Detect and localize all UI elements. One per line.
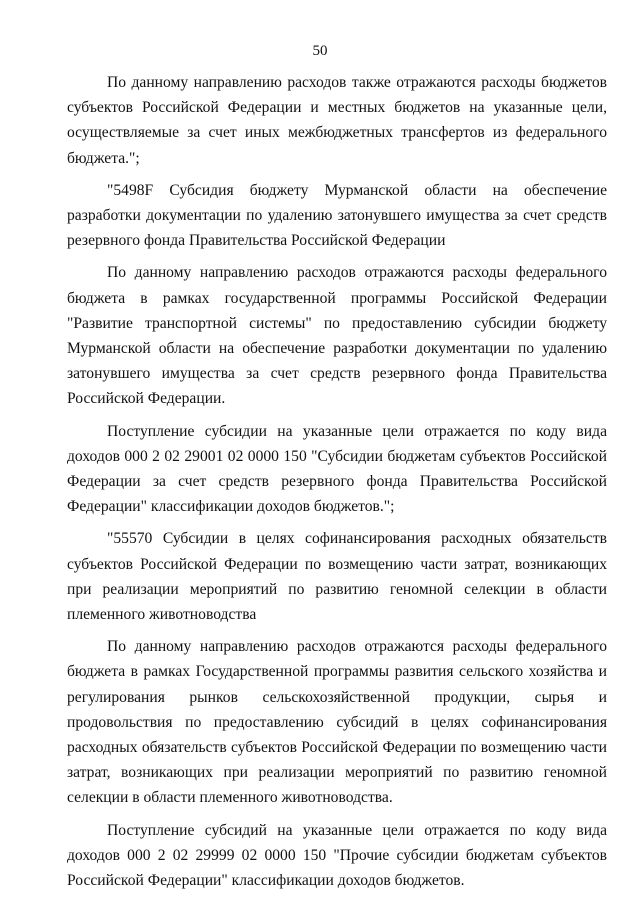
- paragraph-code-55570-description: По данному направлению расходов отражаются расходы федерального бюджета в рамках Государственной программы развития сельского хозяйства и регулирования рынков сельскохозяйственной продукции, сырья и продовольствия по предоставлению субсидий в целях софинансирования расходных обязательств субъектов Российской Федерации по возмещению части затрат, возникающих при реализации мероприятий по развитию геномной селекции в области племенного животноводства.: [67, 638, 607, 807]
- paragraph-code-5498F-title: "5498F Субсидия бюджету Мурманской области на обеспечение разработки документации по удалению затонувшего имущества за счет средств резервного фонда Правительства Российской Федерации: [67, 181, 607, 250]
- paragraph-other-transfers-note: По данному направлению расходов также отражаются расходы бюджетов субъектов Российской Федерации и местных бюджетов на указанные цели, осуществляемые за счет иных межбюджетных трансфертов из федерального бюджета.";: [67, 74, 607, 167]
- document-body: [67, 70, 607, 893]
- paragraph-code-5498F-description: По данному направлению расходов отражаются расходы федерального бюджета в рамках государственной программы Российской Федерации "Развитие транспортной системы" по предоставлению субсидии бюджету Мурманской области на обеспечение разработки документации по удалению затонувшего имущества за счет средств резервного фонда Правительства Российской Федерации.: [67, 264, 607, 408]
- paragraph-code-55570-revenue: Поступление субсидий на указанные цели отражается по коду вида доходов 000 2 02 29999 02 0000 150 "Прочие субсидии бюджетам субъектов Российской Федерации" классификации доходов бюджетов.: [67, 821, 607, 890]
- paragraph-code-55570-title: "55570 Субсидии в целях софинансирования расходных обязательств субъектов Российской Федерации по возмещению части затрат, возникающих при реализации мероприятий по развитию геномной селекции в области племенного животноводства: [67, 530, 607, 624]
- page-number: 50: [312, 43, 328, 59]
- paragraph-code-5498F-revenue: Поступление субсидии на указанные цели отражается по коду вида доходов 000 2 02 29001 02 0000 150 "Субсидии бюджетам субъектов Российской Федерации за счет средств резервного фонда Правительства Российской Федерации" классификации доходов бюджетов.";: [67, 422, 607, 516]
